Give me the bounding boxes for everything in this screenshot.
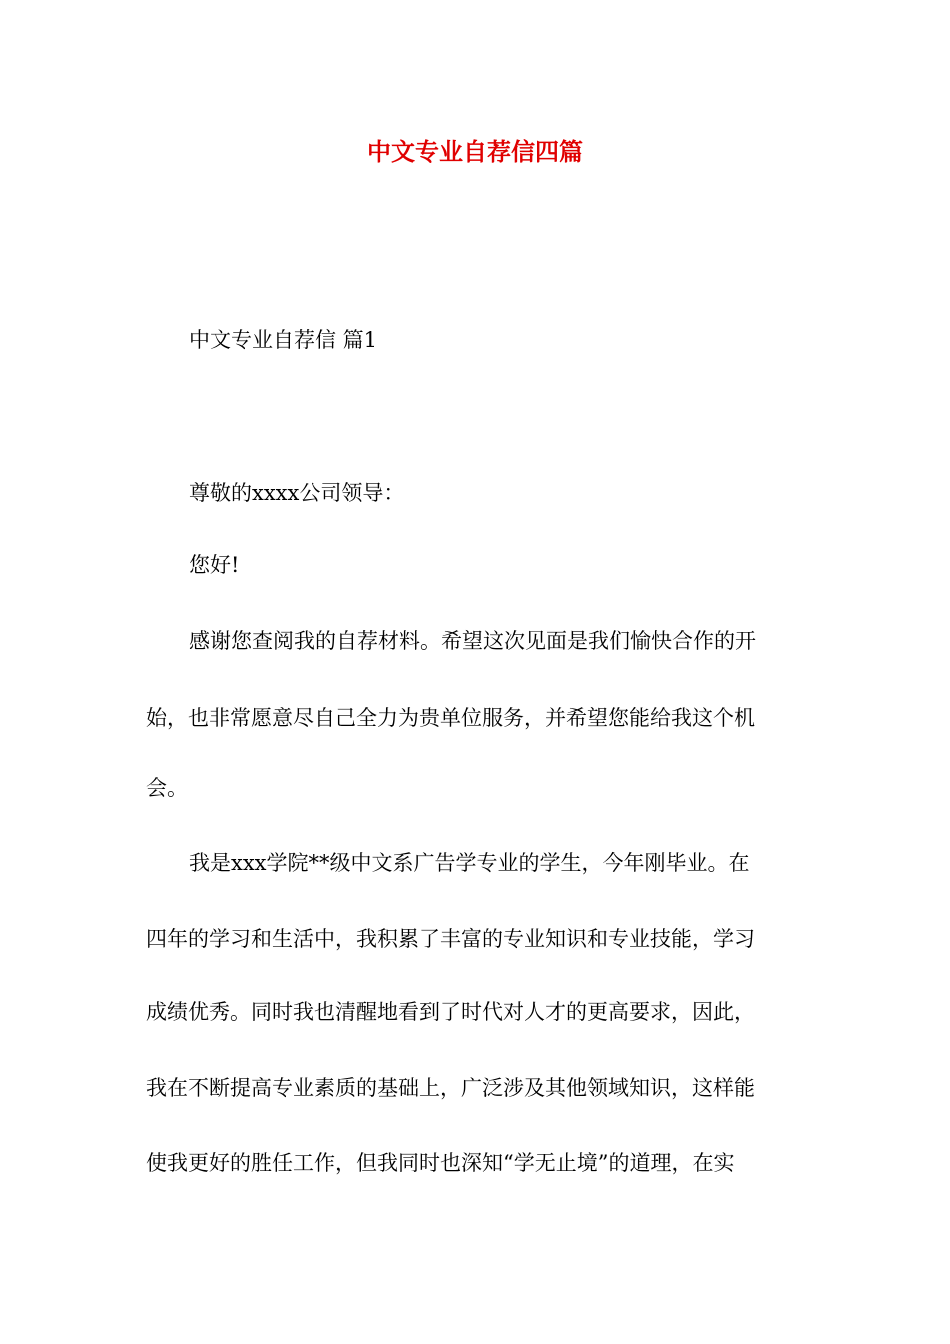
salutation: 尊敬的xxxx公司领导： — [189, 481, 405, 505]
body-line: 四年的学习和生活中，我积累了丰富的专业知识和专业技能，学习 — [146, 927, 755, 951]
body-line: 感谢您查阅我的自荐材料。希望这次见面是我们愉快合作的开 — [189, 629, 756, 653]
document-title: 中文专业自荐信四篇 — [367, 137, 583, 166]
section-heading: 中文专业自荐信 篇1 — [189, 328, 378, 352]
greeting: 您好! — [189, 553, 240, 577]
body-line: 成绩优秀。同时我也清醒地看到了时代对人才的更高要求，因此， — [146, 1000, 755, 1024]
body-line: 会。 — [146, 776, 188, 800]
body-line: 使我更好的胜任工作，但我同时也深知“学无止境”的道理，在实 — [146, 1151, 735, 1175]
body-line: 我在不断提高专业素质的基础上，广泛涉及其他领域知识，这样能 — [146, 1076, 755, 1100]
body-line: 始，也非常愿意尽自己全力为贵单位服务，并希望您能给我这个机 — [146, 706, 755, 730]
body-line: 我是xxx学院**级中文系广告学专业的学生，今年刚毕业。在 — [189, 851, 750, 875]
